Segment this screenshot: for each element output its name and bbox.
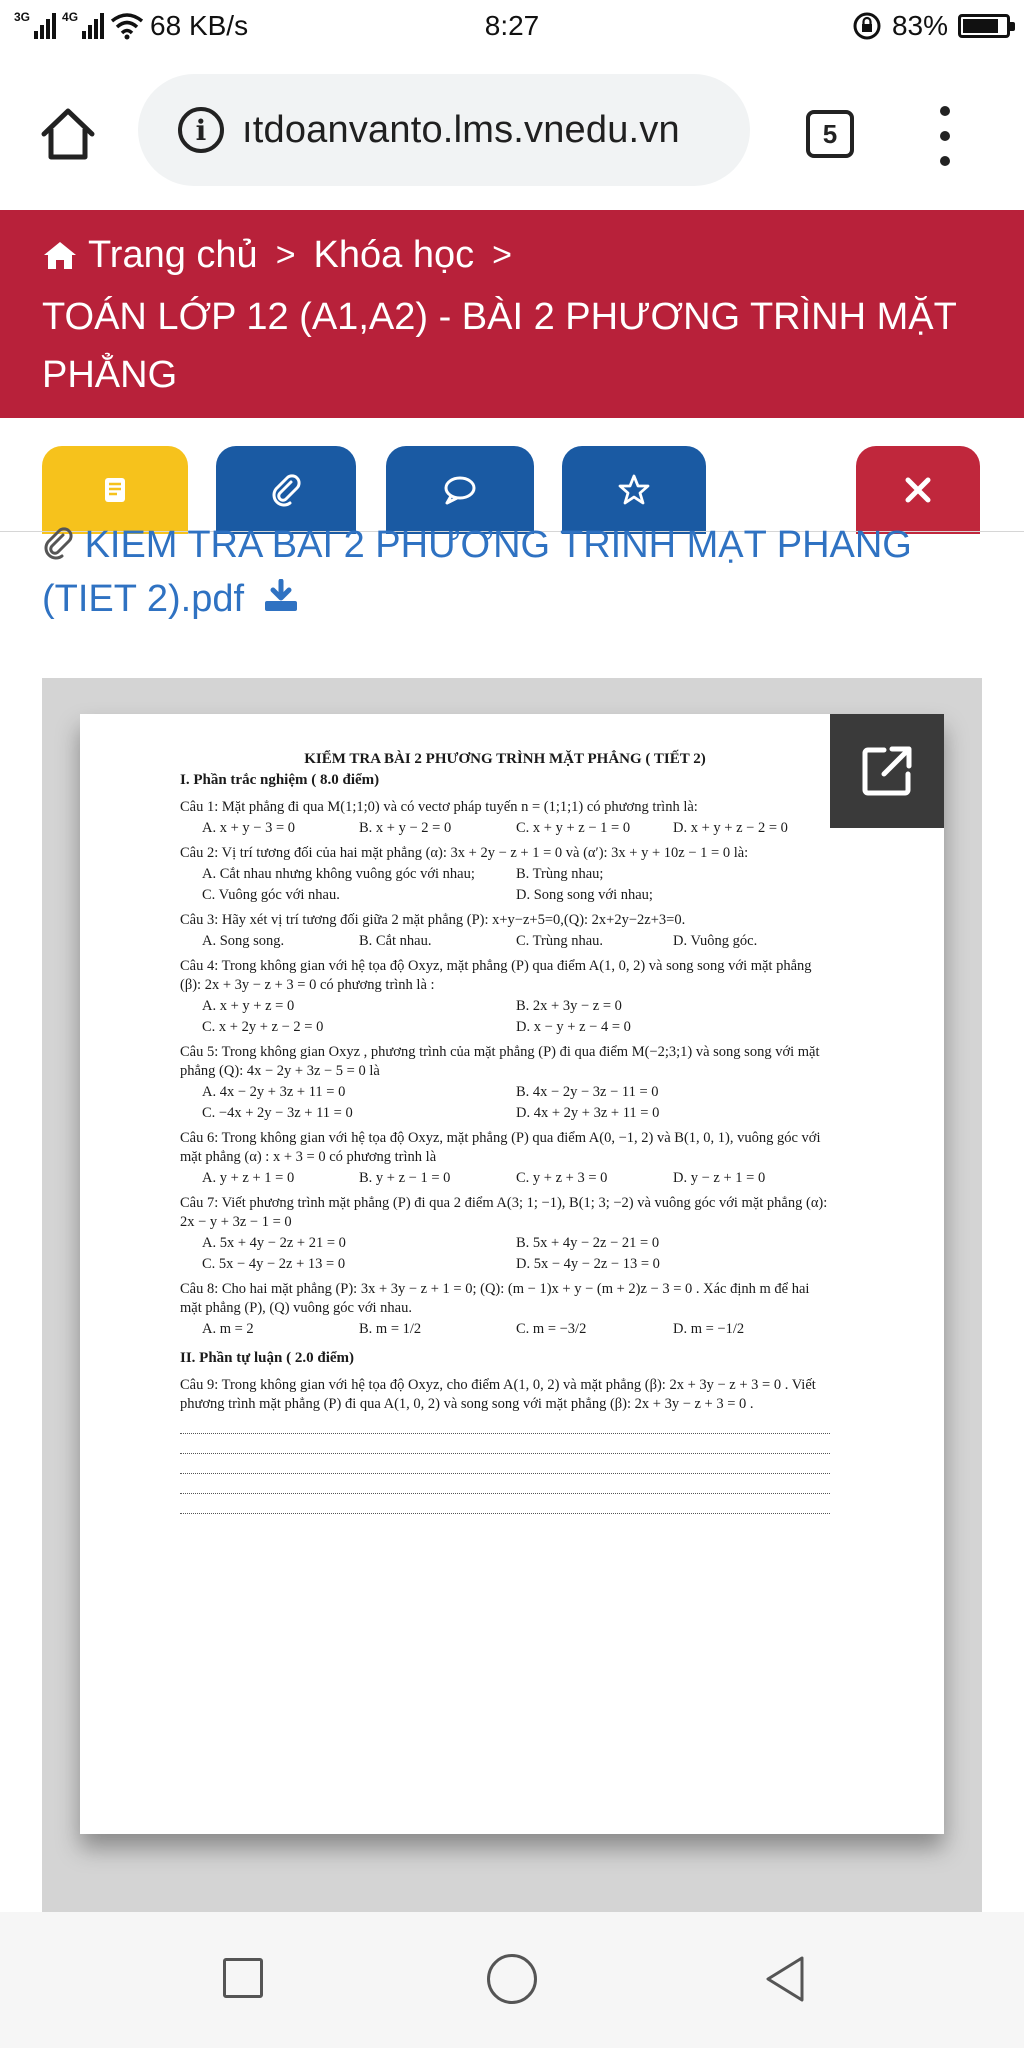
- option: B. x + y − 2 = 0: [359, 820, 452, 836]
- book-icon: [99, 474, 131, 506]
- option: A. 4x − 2y + 3z + 11 = 0: [202, 1084, 346, 1100]
- option: B. 5x + 4y − 2z − 21 = 0: [516, 1235, 660, 1251]
- paperclip-icon: [269, 473, 303, 507]
- answer-line: [180, 1474, 830, 1494]
- question: Câu 5: Trong không gian Oxyz , phương trình của mặt phẳng (P) đi qua điểm M(−2;3;1) và song song với mặt phẳng (Q): 4x − 2y + 3z − 5 = 0 là: [180, 1044, 820, 1079]
- answer-options: [180, 819, 830, 838]
- pdf-viewer[interactable]: [42, 678, 982, 1912]
- pdf-page[interactable]: [80, 714, 944, 1834]
- browser-toolbar: [0, 54, 1024, 210]
- paperclip-icon: [42, 527, 74, 561]
- question: Câu 1: Mặt phẳng đi qua M(1;1;0) và có vectơ pháp tuyến n = (1;1;1) có phương trình là:: [180, 799, 698, 815]
- option: B. Trùng nhau;: [516, 866, 604, 882]
- breadcrumb-home[interactable]: Trang chủ: [88, 234, 258, 276]
- option: B. 2x + 3y − z = 0: [516, 998, 622, 1014]
- course-header: [0, 210, 1024, 418]
- question: Câu 8: Cho hai mặt phẳng (P): 3x + 3y − z + 1 = 0; (Q): (m − 1)x + y − (m + 2)z − 3 = 0 . Xác định m để hai mặt phẳng (P), (Q) vuông góc với nhau.: [180, 1281, 810, 1316]
- back-icon[interactable]: [762, 1954, 810, 2004]
- question: Câu 4: Trong không gian với hệ tọa độ Oxyz, mặt phẳng (P) qua điểm A(1, 0, 2) và song song với mặt phẳng (β): 2x + 3y − z + 3 = 0 có phương trình là :: [180, 958, 812, 993]
- option: C. x + y + z − 1 = 0: [516, 820, 631, 836]
- answer-options: [180, 865, 830, 905]
- breadcrumb-separator: >: [275, 236, 296, 274]
- home-icon: [42, 239, 78, 271]
- section-heading: II. Phần tự luận ( 2.0 điểm): [180, 1350, 355, 1366]
- network-type-b: 4G: [62, 10, 79, 24]
- answer-line: [180, 1434, 830, 1454]
- option: B. y + z − 1 = 0: [359, 1170, 451, 1186]
- option: B. Cắt nhau.: [359, 933, 432, 949]
- option: C. Vuông góc với nhau.: [202, 887, 340, 903]
- question: Câu 2: Vị trí tương đối của hai mặt phẳng (α): 3x + 2y − z + 1 = 0 và (α′): 3x + y + 10z − 1 = 0 là:: [180, 845, 749, 861]
- answer-options: [180, 1234, 830, 1274]
- option: C. y + z + 3 = 0: [516, 1170, 608, 1186]
- answer-options: [180, 997, 830, 1037]
- option: D. 4x + 2y + 3z + 11 = 0: [516, 1105, 660, 1121]
- download-icon[interactable]: [263, 579, 299, 613]
- status-right: [852, 10, 1010, 42]
- close-icon: [904, 476, 932, 504]
- battery-percent: 83%: [891, 10, 948, 41]
- answer-options: [180, 932, 830, 951]
- question: Câu 9: Trong không gian với hệ tọa độ Oxyz, cho điểm A(1, 0, 2) và mặt phẳng (β): 2x + 3y − z + 3 = 0 . Viết phương trình mặt phẳng (P) đi qua A(1, 0, 2) và song song với mặt phẳng (β): 2x + 3y − z + 3 = 0 .: [180, 1377, 816, 1412]
- option: A. x + y + z = 0: [202, 998, 295, 1014]
- answer-options: [180, 1083, 830, 1123]
- option: C. m = −3/2: [516, 1321, 587, 1337]
- clock: 8:27: [484, 10, 540, 41]
- breadcrumb-separator: >: [492, 236, 512, 274]
- option: B. 4x − 2y − 3z − 11 = 0: [516, 1084, 659, 1100]
- info-icon[interactable]: i: [178, 107, 224, 153]
- url-text[interactable]: ıtdoanvanto.lms.vnedu.vn: [242, 108, 680, 151]
- action-tabs: [0, 418, 1024, 532]
- open-external-icon: [858, 742, 916, 800]
- more-menu-icon[interactable]: [930, 106, 960, 166]
- question: Câu 7: Viết phương trình mặt phẳng (P) đi qua 2 điểm A(3; 1; −1), B(1; 3; −2) và vuông góc với mặt phẳng (α): 2x − y + 3z − 1 = 0: [180, 1195, 828, 1230]
- option: D. Song song với nhau;: [516, 887, 653, 903]
- breadcrumb-courses[interactable]: Khóa học: [313, 234, 475, 276]
- pdf-document: [180, 750, 830, 1514]
- option: D. 5x − 4y − 2z − 13 = 0: [516, 1256, 660, 1272]
- option: A. Cắt nhau nhưng không vuông góc với nhau;: [202, 866, 475, 882]
- question: Câu 6: Trong không gian với hệ tọa độ Oxyz, mặt phẳng (P) qua điểm A(0, −1, 2) và B(1, 0, 1), vuông góc với mặt phẳng (α) : x + 3 = 0 có phương trình là: [180, 1130, 821, 1165]
- star-icon: [617, 473, 651, 507]
- file-name[interactable]: KIEM TRA BAI 2 PHƯƠNG TRINH MẠT PHANG (TIET 2).pdf: [42, 524, 912, 620]
- system-navigation-bar: [0, 1912, 1024, 2048]
- section-heading: I. Phần trắc nghiệm ( 8.0 điểm): [180, 772, 380, 788]
- option: A. x + y − 3 = 0: [202, 820, 296, 836]
- network-speed: 68 KB/s: [150, 10, 249, 41]
- status-bar: [0, 0, 1024, 54]
- address-bar[interactable]: [138, 74, 750, 186]
- home-icon[interactable]: [38, 104, 98, 164]
- open-external-button[interactable]: [830, 714, 944, 828]
- option: C. x + 2y + z − 2 = 0: [202, 1019, 324, 1035]
- battery-level: [963, 19, 998, 33]
- recents-button[interactable]: [223, 1958, 263, 1998]
- option: D. x − y + z − 4 = 0: [516, 1019, 631, 1035]
- answer-line: [180, 1494, 830, 1514]
- page-title: TOÁN LỚP 12 (A1,A2) - BÀI 2 PHƯƠNG TRÌNH MẶT PHẲNG: [42, 296, 957, 396]
- answer-line: [180, 1454, 830, 1474]
- option: B. m = 1/2: [359, 1321, 422, 1337]
- pdf-title: KIỂM TRA BÀI 2 PHƯƠNG TRÌNH MẶT PHẲNG ( TIẾT 2): [304, 751, 706, 767]
- option: D. m = −1/2: [673, 1321, 745, 1337]
- answer-options: [180, 1320, 830, 1339]
- option: D. Vuông góc.: [673, 933, 758, 949]
- pdf-file-link[interactable]: [42, 518, 992, 630]
- option: C. −4x + 2y − 3z + 11 = 0: [202, 1105, 353, 1121]
- option: D. y − z + 1 = 0: [673, 1170, 766, 1186]
- chat-icon: [442, 474, 478, 506]
- battery-icon: [958, 14, 1010, 38]
- home-button[interactable]: [487, 1954, 537, 2004]
- option: A. m = 2: [202, 1321, 254, 1337]
- tab-switcher-button[interactable]: 5: [806, 110, 854, 158]
- breadcrumb: [42, 232, 984, 278]
- option: A. y + z + 1 = 0: [202, 1170, 295, 1186]
- option: C. 5x − 4y − 2z + 13 = 0: [202, 1256, 346, 1272]
- network-type-a: 3G: [14, 10, 31, 24]
- option: D. x + y + z − 2 = 0: [673, 820, 788, 836]
- option: A. 5x + 4y − 2z + 21 = 0: [202, 1235, 346, 1251]
- option: A. Song song.: [202, 933, 285, 949]
- answer-line: [180, 1414, 830, 1434]
- lock-rotation-icon: [852, 11, 882, 41]
- option: C. Trùng nhau.: [516, 933, 604, 949]
- question: Câu 3: Hãy xét vị trí tương đối giữa 2 mặt phẳng (P): x+y−z+5=0,(Q): 2x+2y−2z+3=0.: [180, 912, 686, 928]
- answer-options: [180, 1169, 830, 1188]
